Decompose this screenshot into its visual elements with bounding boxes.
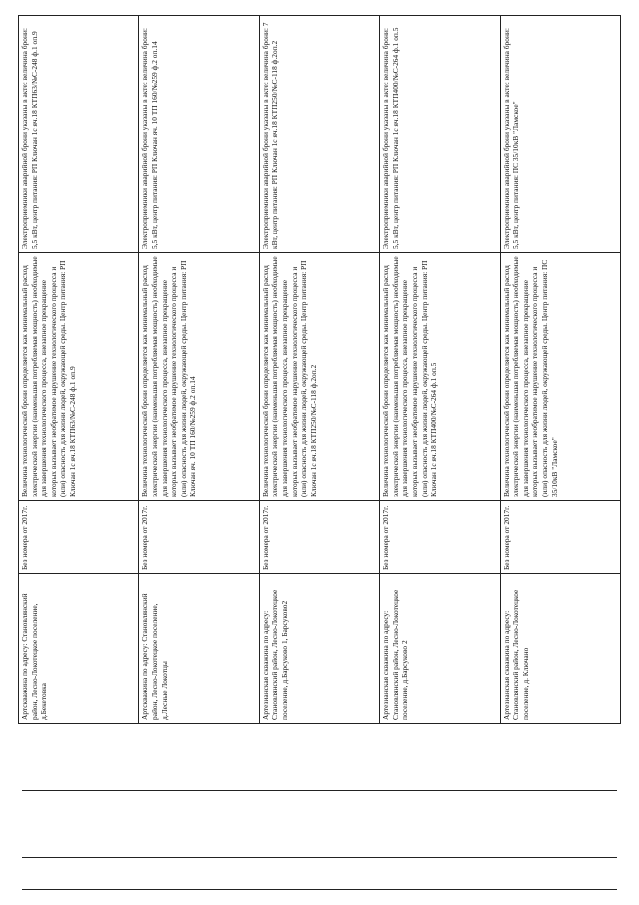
object-cell: Артезианская скважина по адресу: Становлянский район, Лесно-Локотецкое поселение, д. Ключано [500, 574, 620, 724]
description-cell: Величина технологической брони определяется как минимальный расход электрической энергии (наименьшая потребляемая мощность) необходимые для завершения технологического процесса, внезапное прекращение которых вызывает необратимое нарушение технологического процесса и (или) опасность для жизни людей, окружающей среды. Центр питания: РП Ключан 1с яч.18 КТП63/№С-248 ф.1 оп.9 [19, 253, 139, 501]
doc-cell: Без номера от 2017г. [380, 501, 500, 574]
table-row [19, 16, 139, 724]
object-cell: Артезианская скважина по адресу: Становлянский район, Лесно-Локотецкое поселение, д.Барсуково 1, Барсуково2 [259, 574, 379, 724]
divider-line [22, 857, 617, 858]
doc-cell: Без номера от 2017г. [500, 501, 620, 574]
divider-line [22, 889, 617, 890]
table-row [259, 16, 379, 724]
power-cell: Электроприемники аварийной брони указаны в акте: величина брони: 7 кВт, центр питания: РП Ключан 1с яч.18 КТП250/№С-118 ф.2оп.2 [259, 16, 379, 253]
table-row [380, 16, 500, 724]
power-cell: Электроприемники аварийной брони указаны в акте: величина брони: 5,5 кВт, центр питания: РП Ключан 1с яч.18 КТП400/№С-264 ф.1 оп.5 [380, 16, 500, 253]
doc-cell: Без номера от 2017г. [19, 501, 139, 574]
rotated-table [18, 16, 621, 724]
power-cell: Электроприемники аварийной брони указаны в акте: величина брони: 5,5 кВт, центр питания: ПС 35/10кВ "Ламское" [500, 16, 620, 253]
description-cell: Величина технологической брони определяется как минимальный расход электрической энергии (наименьшая потребляемая мощность) необходимые для завершения технологического процесса, внезапное прекращение которых вызывает необратимое нарушение технологического процесса и (или) опасность для жизни людей, окружающей среды. Центр питания: РП Ключан 1с яч.18 КТП250/№С-118 ф.2оп.2 [259, 253, 379, 501]
object-cell: Артскважина по адресу: Становлянский район, Лесно-Локотецкое поселение, д.Бекетовка [19, 574, 139, 724]
divider-line [22, 790, 617, 791]
description-cell: Величина технологической брони определяется как минимальный расход электрической энергии (наименьшая потребляемая мощность) необходимые для завершения технологического процесса, внезапное прекращение которых вызывает необратимое нарушение технологического процесса и (или) опасность для жизни людей, окружающей среды. Центр питания: РП Ключан яч. 10 ТП 160/№259 ф.2 оп.14 [139, 253, 259, 501]
object-cell: Артезианская скважина по адресу: Становлянский район, Лесно-Локотецкое поселение, д.Барсуково 2 [380, 574, 500, 724]
object-cell: Артскважина по адресу: Становлянский район, Лесно-Локотецкое поселение, д.Лесные Локотцы [139, 574, 259, 724]
description-cell: Величина технологической брони определяется как минимальный расход электрической энергии (наименьшая потребляемая мощность) необходимые для завершения технологического процесса, внезапное прекращение которых вызывает необратимое нарушение технологического процесса и (или) опасность для жизни людей, окружающей среды. Центр питания: ПС 35/10кВ "Ламское" [500, 253, 620, 501]
doc-cell: Без номера от 2017г. [259, 501, 379, 574]
table-row [500, 16, 620, 724]
doc-cell: Без номера от 2017г. [139, 501, 259, 574]
table-row [139, 16, 259, 724]
power-cell: Электроприемники аварийной брони указаны в акте: величина брони: 5,5 кВт, центр питания: РП Ключан яч. 10 ТП 160/№259 ф.2 оп.14 [139, 16, 259, 253]
description-cell: Величина технологической брони определяется как минимальный расход электрической энергии (наименьшая потребляемая мощность) необходимые для завершения технологического процесса, внезапное прекращение которых вызывает необратимое нарушение технологического процесса и (или) опасность для жизни людей, окружающей среды. Центр питания: РП Ключан 1с яч.18 КТП400/№С-264 ф.1 оп.5 [380, 253, 500, 501]
power-cell: Электроприемники аварийной брони указаны в акте: величина брони: 5,5 кВт, центр питания: РП Ключан 1с яч.18 КТП63/№С-248 ф.1 оп.9 [19, 16, 139, 253]
registry-table [18, 15, 621, 724]
